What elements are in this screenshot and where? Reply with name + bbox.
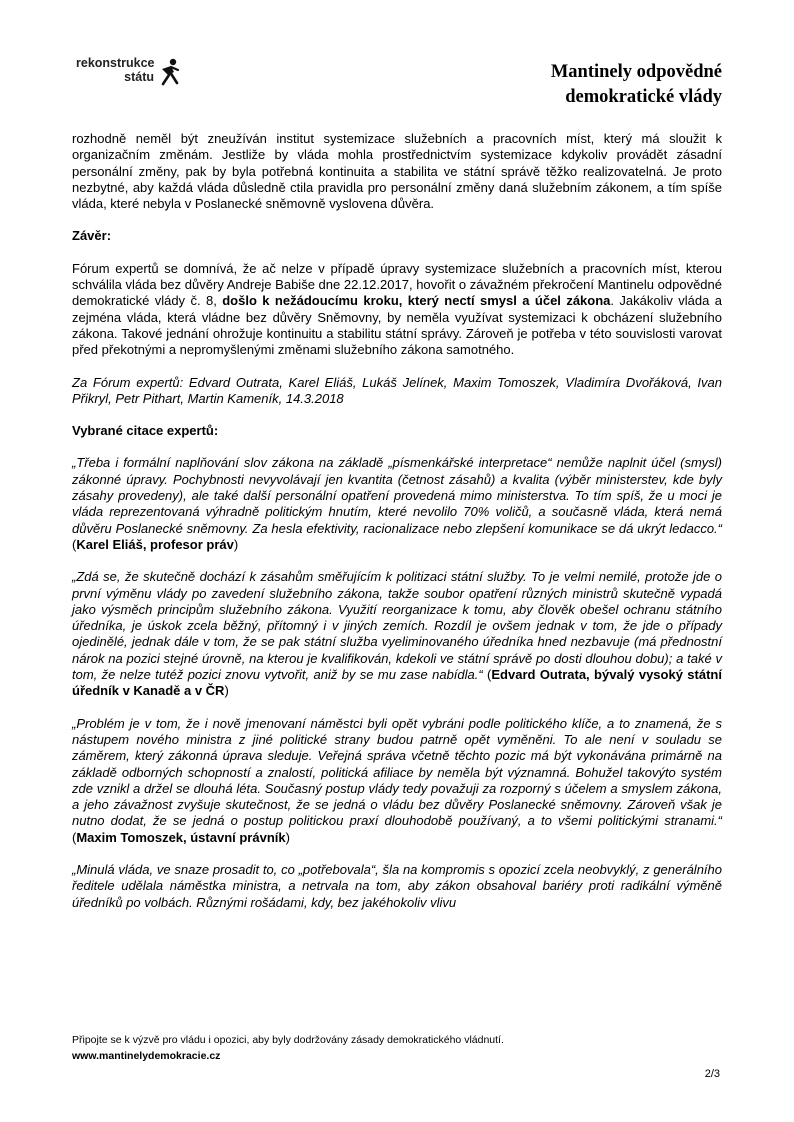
- conclusion-heading: Závěr:: [72, 228, 112, 244]
- quote-tomoszek: „Problém je v tom, že i nově jmenovaní náměstci byli opět vybráni podle politického klíče, a to znamená, že s nástupem nového ministra z jiné politické strany budou patrně opět vyměněni. To ale není v souladu se záměrem, který zákonná úprava sleduje. Veřejná správa včetně těchto pozic má být vykonávána primárně na základě odborných schopností a znalostí, politická afiliace by neměla být významná. Bohužel takovýto systém zde vznikl a držel se dlouhá léta. Současný postup vlády tedy považuji za rozporný s účelem a smyslem zákona, a jeho závažnost zvyšuje skutečnost, že se jedná o vládu bez důvěry Poslanecké sněmovny. Zároveň však je nutno dodat, že se jedná o postup politickou praxí dlouhodobě používaný, a to všemi politickými stranami.“ (Maxim Tomoszek, ústavní právník): [72, 715, 722, 845]
- logo-text-line1: rekonstrukce: [76, 56, 155, 70]
- conclusion-text-a: Fórum expertů se domnívá, že ač nelze v případě úpravy systemizace služebních a pracovních míst, kterou schválila vláda bez důvěry Andreje Babiše dne 22.12.2017, hovořit o závažném překročení Mantinelu odpovědné demokratické vlády č. 8,: [72, 260, 722, 309]
- running-figure-icon: [157, 58, 181, 86]
- conclusion-paragraph: [72, 261, 722, 359]
- quotes-heading: Vybrané citace expertů:: [72, 423, 219, 439]
- footer-call-to-action: Připojte se k výzvě pro vládu i opozici, aby byly dodržovány zásady demokratického vládnutí.: [72, 1034, 504, 1046]
- document-title: [382, 60, 722, 110]
- document-body: [72, 131, 722, 911]
- page-footer: [72, 1032, 722, 1064]
- quote-tomoszek-text: „Problém je v tom, že i nově jmenovaní náměstci byli opět vybráni podle politického klíče, a to znamená, že s nástupem nového ministra z jiné politické strany budou patrně opět vyměněni. To ale není v souladu se záměrem, který zákonná úprava sleduje. Veřejná správa včetně těchto pozic má být vykonávána primárně na základě odborných schopností a znalostí, politická afiliace by neměla být významná. Bohužel takovýto systém zde vznikl a držel se dlouhá léta. Současný postup vlády tedy považuji za rozporný s účelem a smyslem zákona, a jeho závažnost zvyšuje skutečnost, že se jedná o vládu bez důvěry Poslanecké sněmovny. Zároveň však je nutno dodat, že se jedná o postup politickou praxí dlouhodobě používaný, a to všemi politickými stranami.“: [72, 715, 722, 829]
- page-number: 2/3: [704, 1068, 720, 1080]
- quote-continued: „Minulá vláda, ve snaze prosadit to, co „potřebovala“, šla na kompromis s opozicí zcela neobvyklý, z generálního ředitele udělala náměstka ministra, a netrvala na tom, aby zákon obsahoval bariéry proti radikální výměně úředníků po volbách. Různými rošádami, kdy, bez jakéhokoliv vlivu: [72, 861, 722, 910]
- footer-website-link[interactable]: www.mantinelydemokracie.cz: [72, 1050, 221, 1062]
- quote-elias-text: „Třeba i formální naplňování slov zákona na základě „písmenkářské interpretace“ nemůže naplnit účel (smysl) zákonné úpravy. Pochybnosti nevyvolávají jen kvantita (četnost zásahů) a kvalita (výběr ministerstev, kde byly zásahy provedeny), ale také další personální opatření provedená mimo ministerstva. To tím spíš, že u moci je vláda reprezentovaná výhradně politickým hnutím, které nevolilo 70% voličů, a současně vláda, která nemá důvěru Poslanecké sněmovny. Za hesla efektivity, racionalizace nebo zlepšení komunikace se dá ukrýt ledacco.“: [72, 455, 722, 536]
- document-title-line1: Mantinely odpovědné: [550, 62, 722, 82]
- quote-tomoszek-author: Maxim Tomoszek, ústavní právník: [76, 829, 286, 845]
- signature-line: Za Fórum expertů: Edvard Outrata, Karel Eliáš, Lukáš Jelínek, Maxim Tomoszek, Vladimíra Dvořáková, Ivan Přikryl, Petr Pithart, Martin Kameník, 14.3.2018: [72, 374, 722, 406]
- logo-text-line2: státu: [124, 70, 154, 84]
- paragraph-systemizace: rozhodně neměl být zneužíván institut systemizace služebních a pracovních míst, který má sloužit k organizačním změnám. Jestliže by vláda mohla prostřednictvím systemizace kdykoliv provádět zásadní personální změny, pak by byla potřebná kontinuita a stabilita ve státní správě těžko realizovatelná. Je proto nezbytné, aby každá vláda důsledně ctila pravidla pro personální změny daná služebním zákonem, a tím spíše vláda, které nebyla v Poslanecké sněmovně vyslovena důvěra.: [72, 131, 722, 212]
- document-title-line2: demokratické vlády: [565, 87, 722, 107]
- quote-outrata-text: „Zdá se, že skutečně dochází k zásahům směřujícím k politizaci státní služby. To je velmi nemilé, protože jde o první výměnu vlády po zavedení služebního zákona, takže soubor opatření různých ministrů skutečně vypadá jako výsměch principům služebního zákona. Využití reorganizace k tomu, aby člověk obešel ochranu státního úředníka, je úskok zcela běžný, přítomný i v jiných zemích. Rozdíl je ovšem jednak v tom, že jde o případy ojedinělé, jednak dále v tom, že se pak státní služba vyeliminovaného úředníka hned nezbavuje (má přednostní nárok na pozici stejné úrovně, na kterou je kvalifikován, kdekoli ve státní správě po dosti dlouhou dobu); a také v tom, že nelze tutéž pozici znovu vytvořit, aniž by se mu zase nabídla.“: [72, 569, 722, 683]
- quote-elias: „Třeba i formální naplňování slov zákona na základě „písmenkářské interpretace“ nemůže naplnit účel (smysl) zákonné úpravy. Pochybnosti nevyvolávají jen kvantita (četnost zásahů) a kvalita (výběr ministerstev, kde byly zásahy provedeny), ale také další personální opatření provedená mimo ministerstva. To tím spíš, že u moci je vláda reprezentovaná výhradně politickým hnutím, které nevolilo 70% voličů, a současně vláda, která nemá důvěru Poslanecké sněmovny. Za hesla efektivity, racionalizace nebo zlepšení komunikace se dá ukrýt ledacco.“ (Karel Eliáš, profesor práv): [72, 455, 722, 552]
- quote-elias-author: Karel Eliáš, profesor práv: [76, 536, 234, 552]
- conclusion-text-bold: došlo k nežádoucímu kroku, který nectí smysl a účel zákona: [222, 293, 611, 309]
- conclusion-text-b: . Jakákoliv vláda a zejména vláda, která vládne bez důvěry Sněmovny, by neměla využívat systemizaci k obcházení služebního zákona. Takové jednání ohrožuje kontinuitu a stabilitu státní správy. Zároveň je potřeba v této souvislosti varovat před překotnými a nepromyšlenými změnami služebního zákona samotného.: [72, 293, 722, 358]
- quote-outrata: „Zdá se, že skutečně dochází k zásahům směřujícím k politizaci státní služby. To je velmi nemilé, protože jde o první výměnu vlády po zavedení služebního zákona, takže soubor opatření různých ministrů skutečně vypadá jako výsměch principům služebního zákona. Využití reorganizace k tomu, aby člověk obešel ochranu státního úředníka, je úskok zcela běžný, přítomný i v jiných zemích. Rozdíl je ovšem jednak v tom, že jde o případy ojedinělé, jednak dále v tom, že se pak státní služba vyeliminovaného úředníka hned nezbavuje (má přednostní nárok na pozici stejné úrovně, na kterou je kvalifikován, kdekoli ve státní správě po dosti dlouhou dobu); a také v tom, že nelze tutéž pozici znovu vytvořit, aniž by se mu zase nabídla.“ (Edvard Outrata, bývalý vysoký státní úředník v Kanadě a v ČR): [72, 569, 722, 699]
- logo-text: [76, 56, 154, 84]
- quote-outrata-author: Edvard Outrata, bývalý vysoký státní úředník v Kanadě a v ČR: [72, 667, 722, 699]
- rekonstrukce-statu-logo: [76, 56, 196, 96]
